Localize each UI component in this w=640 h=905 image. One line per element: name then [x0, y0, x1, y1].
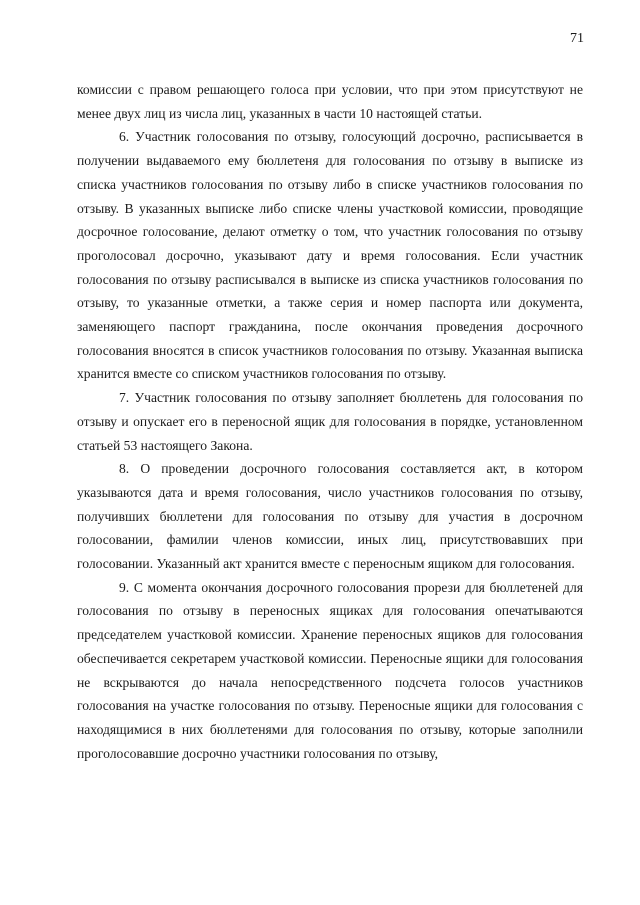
paragraph-item-7: 7. Участник голосования по отзыву заполняет бюллетень для голосования по отзыву и опускает его в переносной ящик для голосования в порядке, установленном статьей 53 настоящего Закона.	[77, 390, 583, 453]
paragraph-item-9: 9. С момента окончания досрочного голосования прорези для бюллетеней для голосования по отзыву в переносных ящиках для голосования опечатываются председателем участковой комиссии. Хранение переносных ящиков для голосования обеспечивается секретарем участковой комиссии. Переносные ящики для голосования не вскрываются до начала непосредственного подсчета голосов участников голосования на участке голосования по отзыву. Переносные ящики для голосования с находящимися в них бюллетенями для голосования по отзыву, которые заполнили проголосовавшие досрочно участники голосования по отзыву,	[77, 579, 583, 761]
paragraph-item-6: 6. Участник голосования по отзыву, голосующий досрочно, расписывается в получении выдаваемого ему бюллетеня для голосования по отзыву в выписке из списка участников голосования по отзыву либо в списке участников голосования по отзыву. В указанных выписке либо списке члены участковой комиссии, проводящие досрочное голосование, делают отметку о том, что участник голосования по отзыву проголосовал досрочно, указывают дату и время голосования. Если участник голосования по отзыву расписывался в выписке из списка участников голосования по отзыву, то указанные отметки, а также серия и номер паспорта или документа, заменяющего паспорт гражданина, после окончания проведения досрочного голосования вносятся в список участников голосования по отзыву. Указанная выписка хранится вместе со списком участников голосования по отзыву.	[77, 129, 583, 382]
document-body	[77, 78, 583, 765]
page-number: 71	[570, 31, 584, 46]
paragraph-item-8: 8. О проведении досрочного голосования составляется акт, в котором указываются дата и время голосования, число участников голосования по отзыву, получивших бюллетени для голосования по отзыву для участия в досрочном голосовании, фамилии членов комиссии, иных лиц, присутствовавших при голосовании. Указанный акт хранится вместе с переносным ящиком для голосования.	[77, 461, 583, 572]
paragraph-continuation: комиссии с правом решающего голоса при условии, что при этом присутствуют не менее двух лиц из числа лиц, указанных в части 10 настоящей статьи.	[77, 82, 583, 121]
